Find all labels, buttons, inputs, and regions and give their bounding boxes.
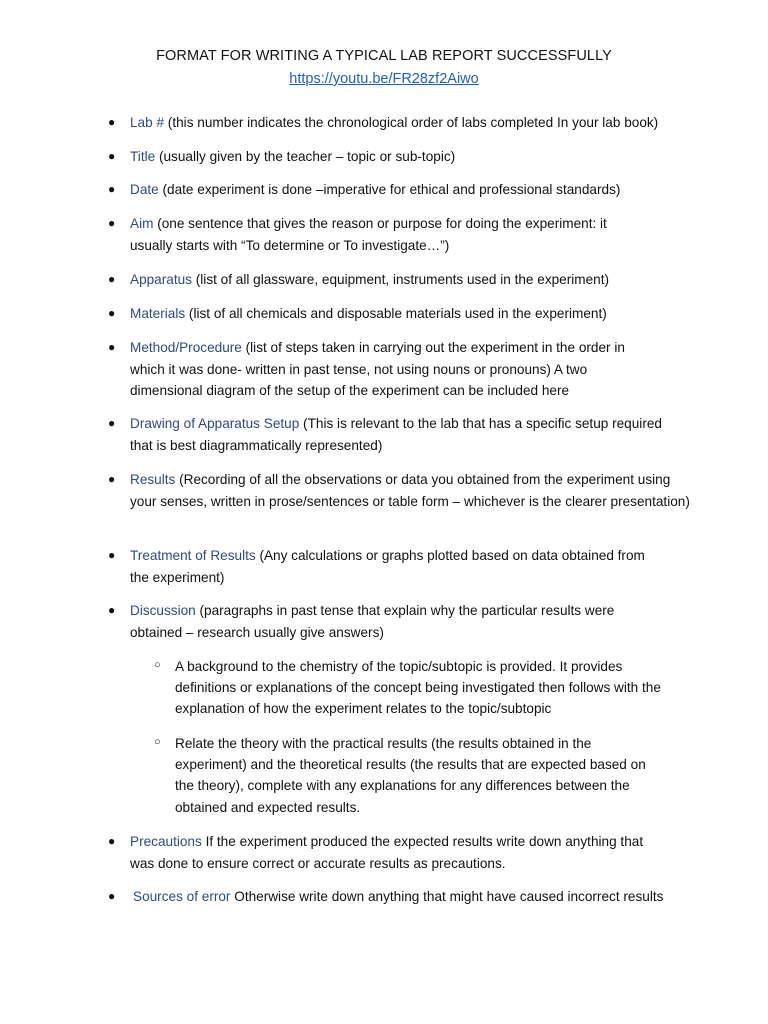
list-item-aim [108,213,630,256]
youtube-link[interactable]: https://youtu.be/FR28zf2Aiwo [289,71,479,87]
bullet-icon: ● [108,306,116,320]
page-title: FORMAT FOR WRITING A TYPICAL LAB REPORT SUCCESSFULLY [156,48,612,64]
item-text: (Any calculations or graphs plotted based on data obtained from the experiment) [130,548,645,585]
list-item-materials [108,303,690,325]
list-item-precautions [108,831,670,874]
list-item-discussion [108,600,640,643]
item-text: (list of all glassware, equipment, instruments used in the experiment) [191,272,610,287]
circle-bullet-icon: ○ [154,659,161,671]
list-item-treatment-of-results [108,545,665,588]
list-item-apparatus [108,269,690,291]
item-label: Title [130,149,156,164]
bullet-icon: ● [108,834,116,848]
item-label: Apparatus [130,272,192,287]
item-label: Materials [130,306,186,321]
item-label: Sources of error [133,889,231,904]
list-item-date [108,179,690,201]
item-label: Discussion [130,603,196,618]
list-item-results [108,469,690,512]
item-label: Treatment of Results [130,548,256,563]
item-text: (this number indicates the chronological order of labs completed In your lab book) [164,115,659,130]
list-item-method [108,337,650,402]
item-text: (one sentence that gives the reason or purpose for doing the experiment: it usually starts with “To determine or To investigate…”) [130,216,607,253]
item-text: (list of all chemicals and disposable materials used in the experiment) [185,306,607,321]
bullet-icon: ● [108,216,116,230]
subitem-text: A background to the chemistry of the topic/subtopic is provided. It provides definitions or explanations of the concept being investigated then follows with the explanation of how the experiment relates to the topic/subtopic [175,659,661,717]
bullet-icon: ● [108,603,116,617]
bullet-icon: ● [108,548,116,562]
bullet-icon: ● [108,472,116,486]
item-text: (list of steps taken in carrying out the experiment in the order in which it was done- written in past tense, not using nouns or pronouns) A two dimensional diagram of the setup of the experiment can be included here [130,340,625,398]
item-label: Lab # [130,115,165,130]
item-text: (Recording of all the observations or data you obtained from the experiment using your senses, written in prose/sentences or table form – whichever is the clearer presentation) [130,472,690,509]
item-text: If the experiment produced the expected results write down anything that was done to ensure correct or accurate results as precautions. [130,834,644,871]
item-label: Method/Procedure [130,340,242,355]
bullet-icon: ● [108,340,116,354]
bullet-icon: ● [108,272,116,286]
bullet-icon: ● [108,889,116,903]
item-text: (paragraphs in past tense that explain why the particular results were obtained – research usually give answers) [130,603,615,640]
item-text: Otherwise write down anything that might have caused incorrect results [230,889,664,904]
bullet-icon: ● [108,416,116,430]
item-text: (This is relevant to the lab that has a specific setup required that is best diagrammatically represented) [130,416,662,453]
circle-bullet-icon: ○ [154,736,161,748]
item-text: (usually given by the teacher – topic or sub-topic) [155,149,456,164]
item-label: Precautions [130,834,202,849]
bullet-icon: ● [108,182,116,196]
subitem-text: Relate the theory with the practical results (the results obtained in the experiment) and the theoretical results (the results that are expected based on the theory), complete with any explanations for any differences between the obtained and expected results. [175,736,646,815]
bullet-icon: ● [108,115,116,129]
list-item-title [108,146,690,168]
discussion-subitem [154,733,665,818]
list-item-lab-number [108,112,690,134]
list-item-sources-of-error [108,886,693,908]
item-label: Aim [130,216,154,231]
item-label: Results [130,472,176,487]
item-label: Drawing of Apparatus Setup [130,416,300,431]
item-text: (date experiment is done –imperative for ethical and professional standards) [158,182,621,197]
bullet-icon: ● [108,149,116,163]
list-item-drawing [108,413,680,456]
discussion-subitem [154,656,665,720]
item-label: Date [130,182,159,197]
